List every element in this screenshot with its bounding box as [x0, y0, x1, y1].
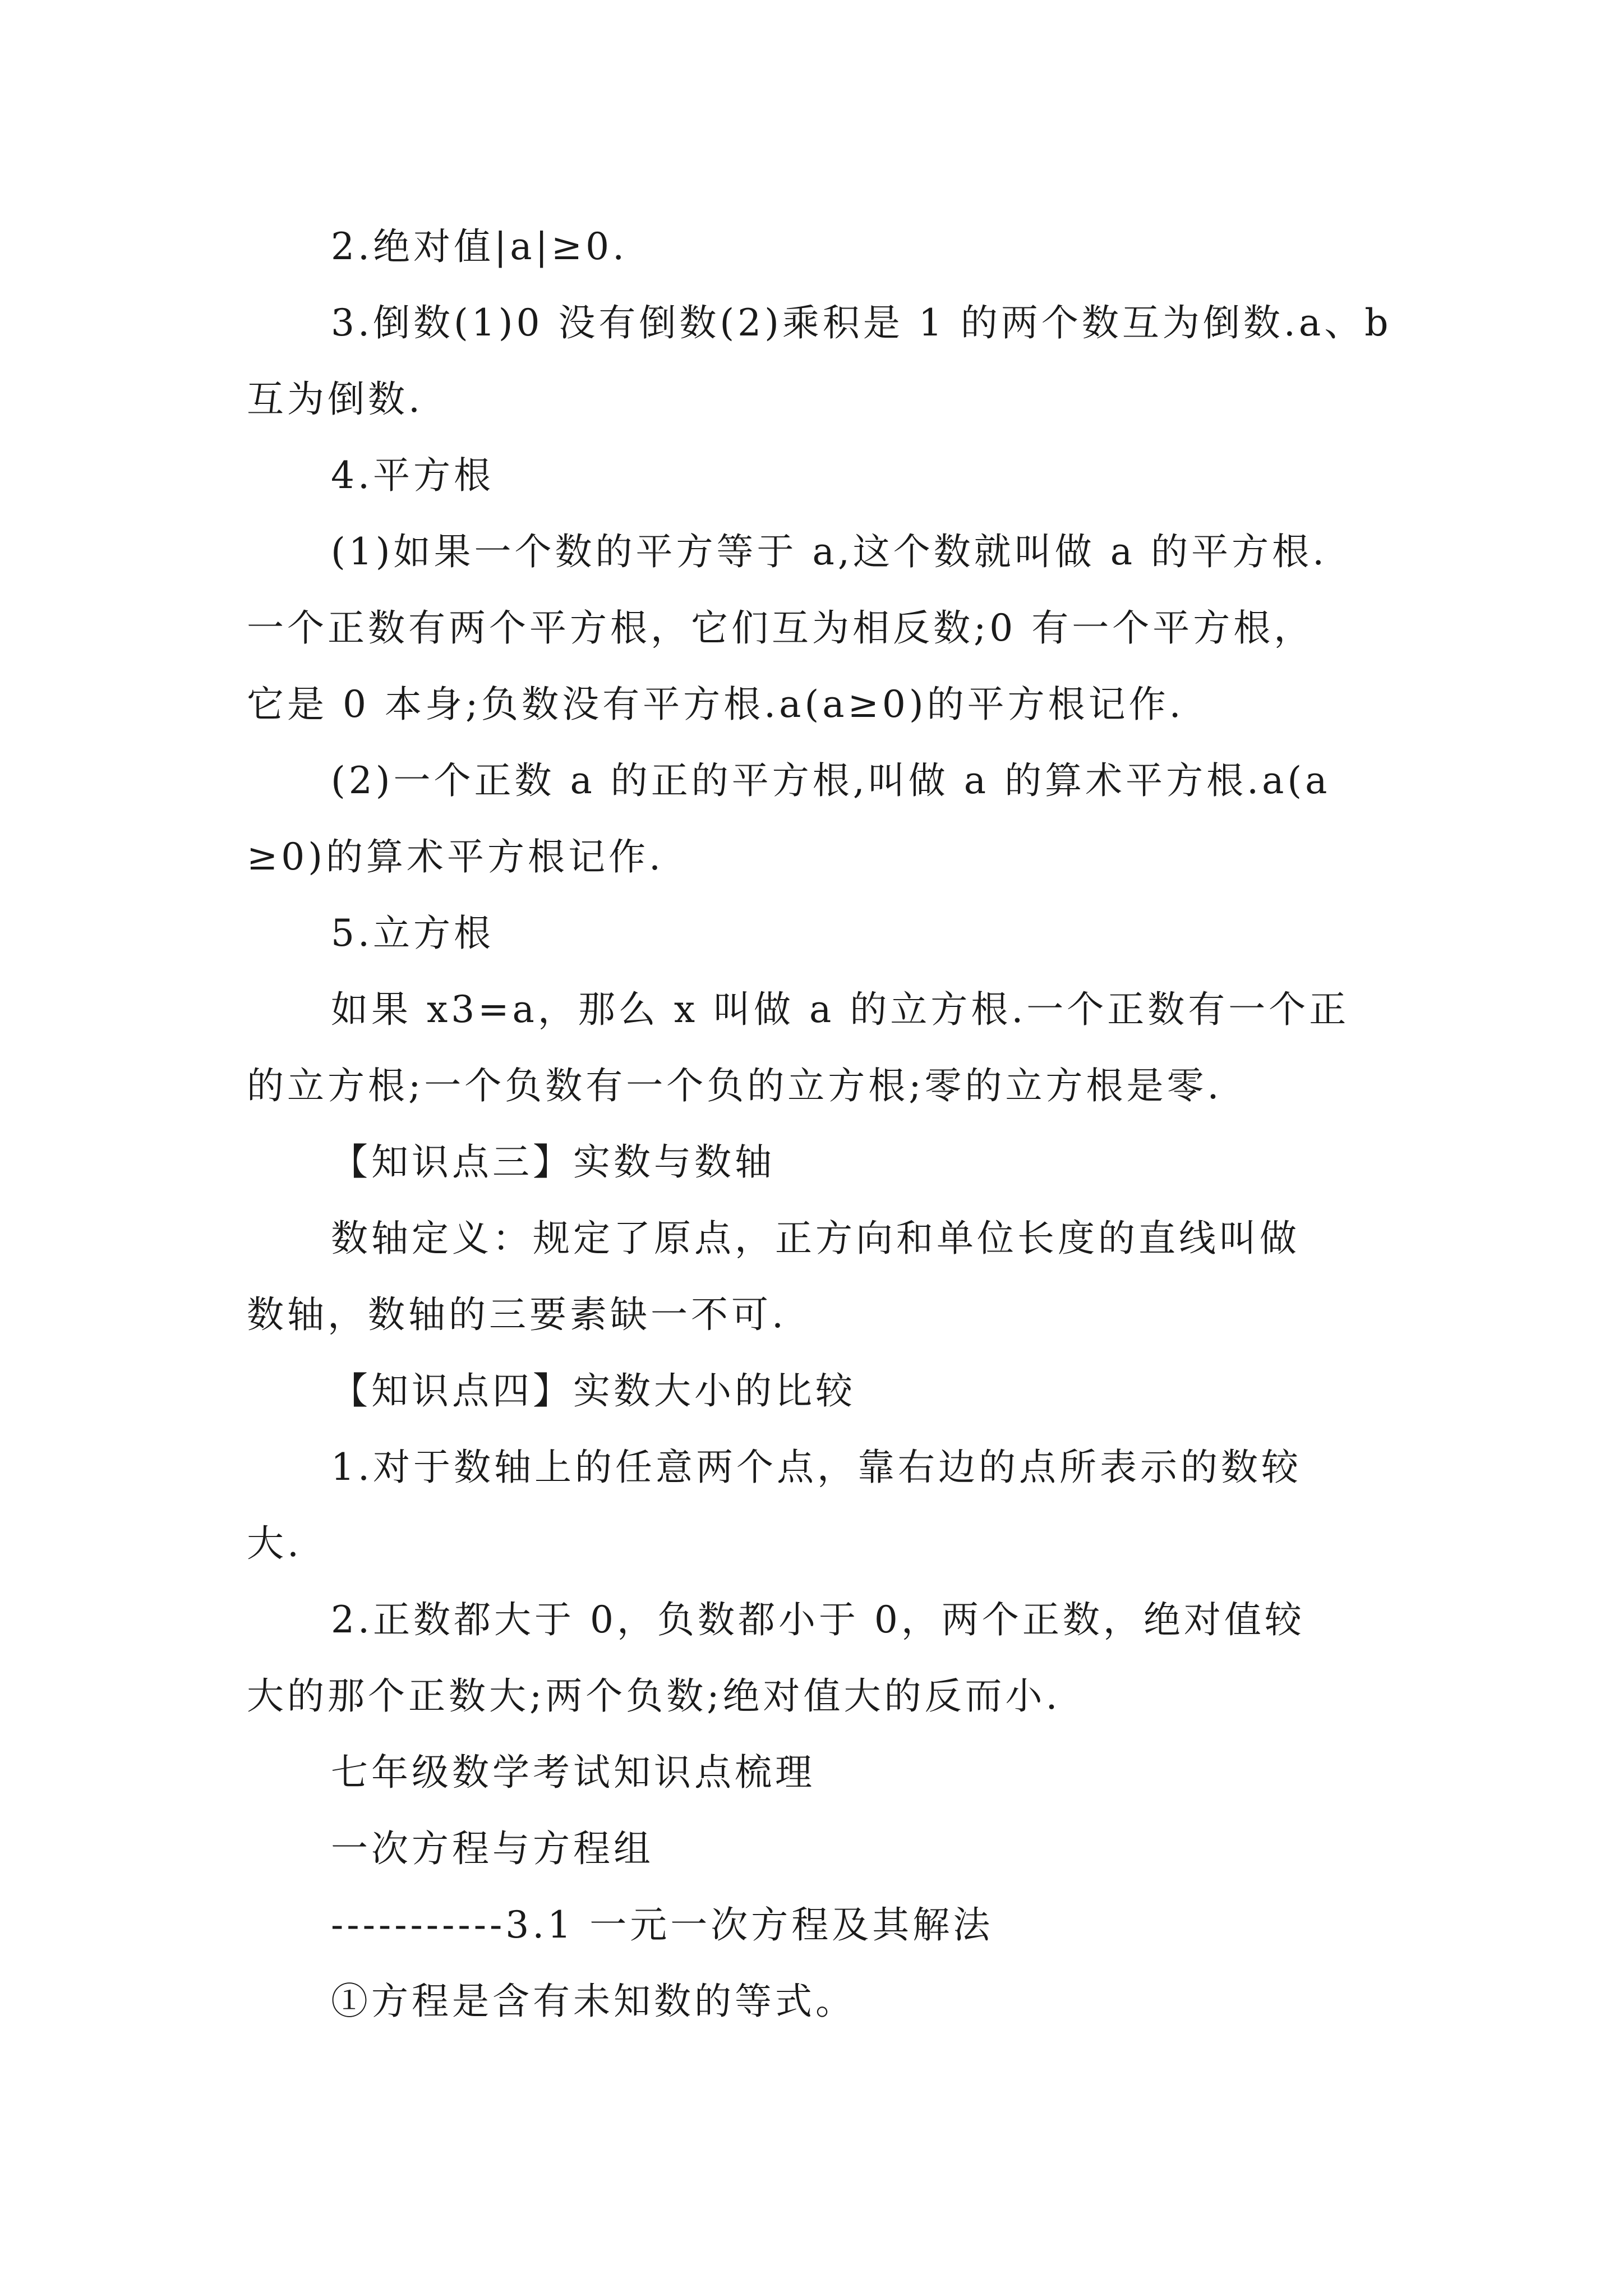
text-line: 2.正数都大于 0，负数都小于 0，两个正数，绝对值较 — [331, 1598, 1305, 1641]
section-heading: 【知识点三】实数与数轴 — [331, 1140, 775, 1184]
section-heading: 4.平方根 — [331, 454, 494, 497]
text-line: ≥0)的算术平方根记作. — [247, 835, 665, 878]
text-line: 大的那个正数大;两个负数;绝对值大的反而小. — [247, 1674, 1061, 1718]
text-line: 数轴定义：规定了原点，正方向和单位长度的直线叫做 — [331, 1217, 1300, 1260]
text-line: 1.对于数轴上的任意两个点，靠右边的点所表示的数较 — [331, 1446, 1302, 1489]
text-line: 2.绝对值|a|≥0. — [331, 225, 628, 268]
text-line: (1)如果一个数的平方等于 a,这个数就叫做 a 的平方根. — [331, 530, 1328, 573]
section-heading: 七年级数学考试知识点梳理 — [331, 1751, 815, 1794]
text-line: 它是 0 本身;负数没有平方根.a(a≥0)的平方根记作. — [247, 683, 1184, 726]
section-heading: 5.立方根 — [331, 912, 494, 955]
text-line: (2)一个正数 a 的正的平方根,叫做 a 的算术平方根.a(a — [331, 759, 1331, 802]
text-line: 大. — [247, 1522, 302, 1565]
text-line: ①方程是含有未知数的等式。 — [331, 1980, 856, 2023]
section-heading: 一次方程与方程组 — [331, 1827, 654, 1870]
text-line: 数轴，数轴的三要素缺一不可. — [247, 1293, 787, 1336]
text-line: 一个正数有两个平方根，它们互为相反数;0 有一个平方根， — [247, 606, 1315, 650]
text-line: 如果 x3=a，那么 x 叫做 a 的立方根.一个正数有一个正 — [331, 988, 1350, 1031]
text-line: 互为倒数. — [247, 378, 423, 421]
section-heading: 【知识点四】实数大小的比较 — [331, 1369, 856, 1412]
document-body — [247, 209, 1424, 2040]
section-heading: -----------3.1 一元一次方程及其解法 — [331, 1903, 994, 1947]
text-line: 的立方根;一个负数有一个负的立方根;零的立方根是零. — [247, 1064, 1223, 1107]
text-line: 3.倒数(1)0 没有倒数(2)乘积是 1 的两个数互为倒数.a、b — [331, 301, 1392, 344]
